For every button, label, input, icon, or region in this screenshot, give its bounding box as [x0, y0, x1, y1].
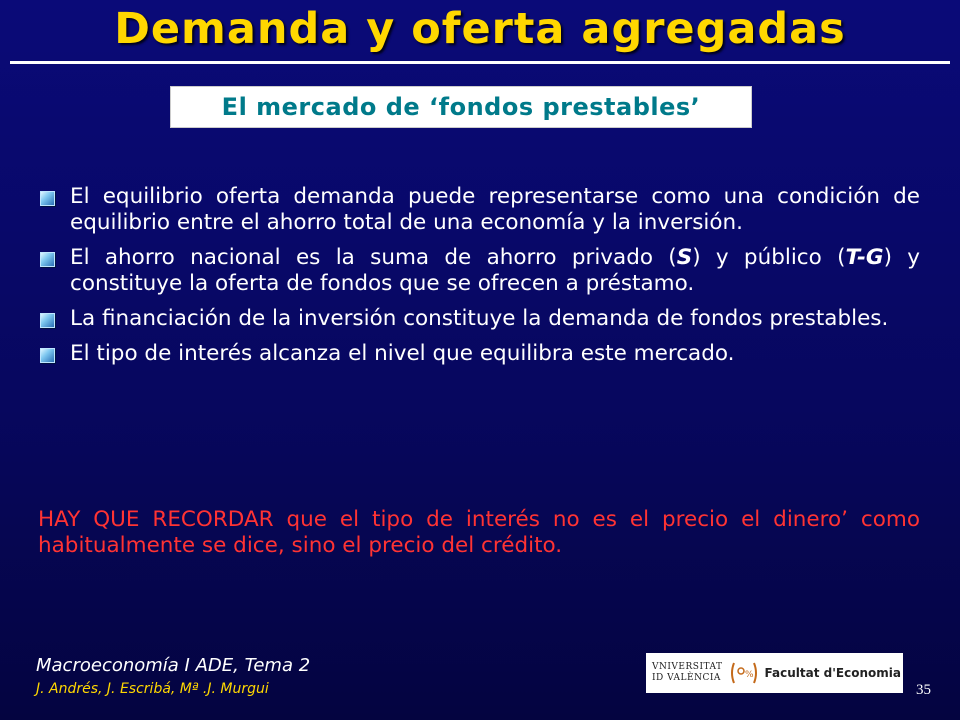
emphasis-symbol: S	[676, 245, 693, 270]
bullet-item	[38, 245, 920, 297]
square-bullet-icon	[40, 313, 55, 328]
bullet-text-part: El ahorro nacional es la suma de ahorro privado (	[70, 245, 677, 270]
faculty-emblem-icon	[729, 660, 759, 686]
emphasis-symbol: T-G	[845, 245, 884, 270]
footer-authors: J. Andrés, J. Escribá, Mª .J. Murgui	[36, 681, 269, 697]
bullet-text-part: ) y público (	[692, 245, 846, 270]
bullet-item	[38, 306, 920, 332]
subtitle-box	[170, 86, 752, 128]
bullet-item	[38, 184, 920, 236]
page-number: 35	[916, 682, 931, 698]
square-bullet-icon	[40, 348, 55, 363]
faculty-name: Facultat d'Economia	[764, 666, 901, 680]
bullet-text-part: El equilibrio oferta demanda puede representarse como una condición de equilibrio entre el ahorro total de una economía y la inversión.	[70, 184, 920, 235]
footer-course: Macroeconomía I ADE, Tema 2	[36, 655, 311, 676]
bullet-text-part: ) y constituye la oferta de fondos que se ofrecen a préstamo.	[70, 245, 920, 296]
bullet-text-part: La financiación de la inversión constituye la demanda de fondos prestables.	[70, 306, 889, 331]
bullet-list	[38, 184, 920, 376]
square-bullet-icon	[40, 252, 55, 267]
university-name-line2: ID VALÈNCIA	[652, 673, 721, 683]
subtitle-text: El mercado de ‘fondos prestables’	[221, 93, 701, 121]
reminder-note: HAY QUE RECORDAR que el tipo de interés no es el precio el dinero’ como habitualmente se dice, sino el precio del crédito.	[38, 507, 920, 558]
bullet-item	[38, 341, 920, 367]
square-bullet-icon	[40, 191, 55, 206]
university-name-line1: VNIVERSITAT	[652, 662, 723, 672]
bullet-text-part: El tipo de interés alcanza el nivel que equilibra este mercado.	[70, 341, 735, 366]
university-logo	[646, 653, 903, 693]
slide-title: Demanda y oferta agregadas	[114, 4, 846, 54]
university-name	[652, 662, 723, 684]
svg-text:%: %	[744, 670, 754, 680]
title-divider	[10, 61, 950, 64]
